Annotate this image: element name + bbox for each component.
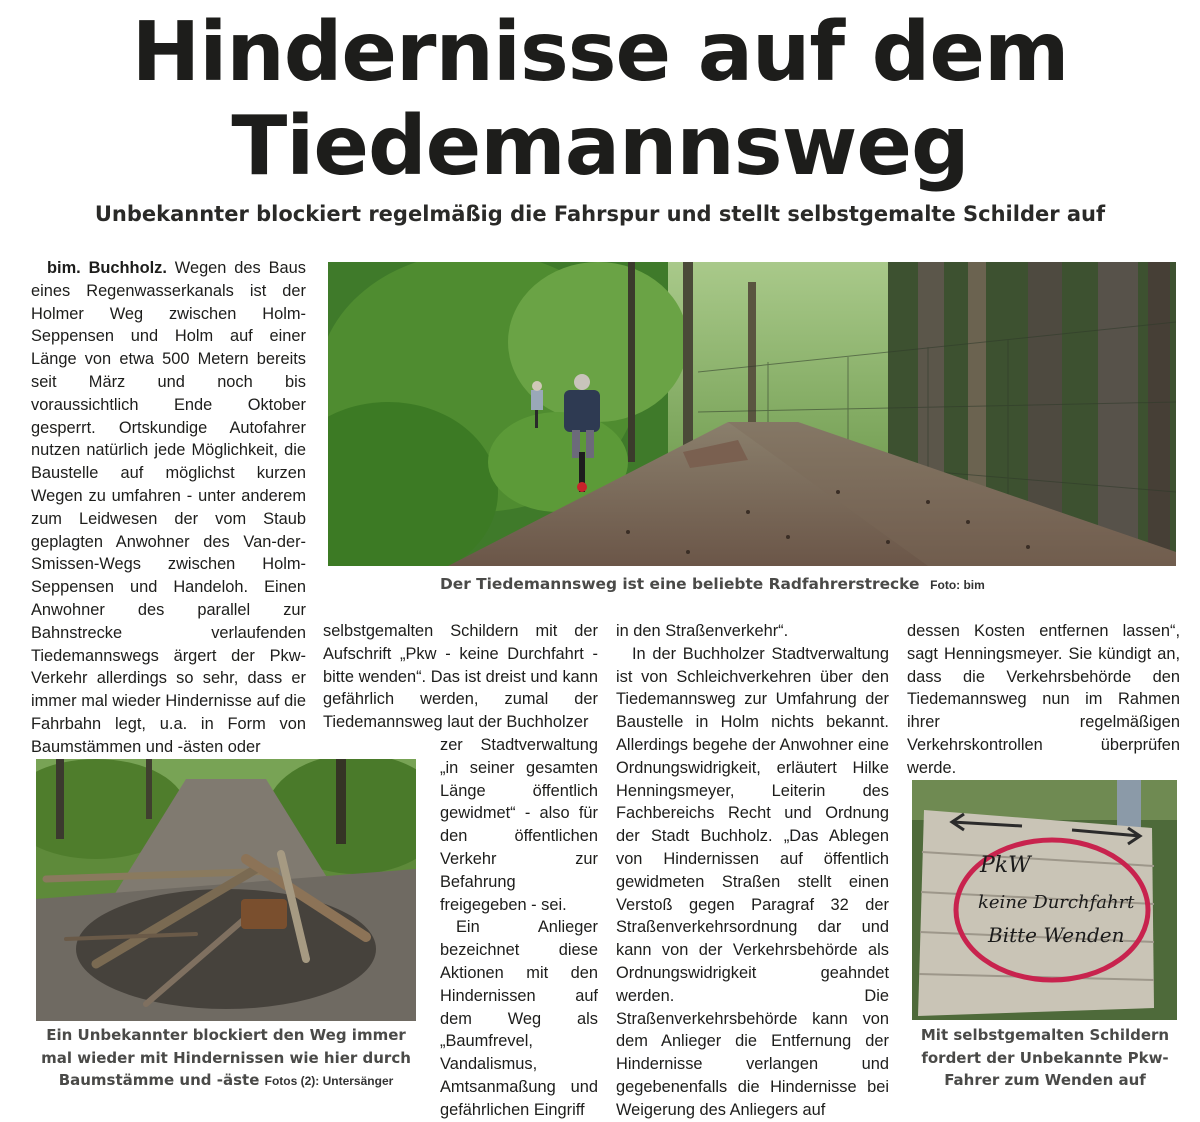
main-photo-caption-text: Der Tiedemannsweg ist eine beliebte Radfahrerstrecke: [440, 575, 920, 593]
sign-text-3: Bitte Wenden: [988, 923, 1125, 947]
column-3-text-2: In der Buchholzer Stadtverwaltung ist von Schleichverkehren über den Tiedemannsweg zur Umfahrung der Baustelle in Holm nichts bekannt. Allerdings begehe der Anwohner eine Ordnungswidrigkeit, erläutert Hilke Henningsmeyer, Leiterin des Fachbereichs Recht und Ordnung der Stadt Buchholz. „Das Ablegen von Hindernissen auf öffentlich gewidmeten Straßen stellt einen Verstoß gegen Paragraf 32 der Straßenverkehrsordnung dar und kann von der Verkehrsbehörde als Ordnungswidrigkeit geahndet werden. Die Straßenverkehrsbehörde kann von dem Anlieger die Entfernung der Hindernisse verlangen und gegebenenfalls die Hindernisse bei Weigerung des Anliegers auf: [616, 644, 889, 1119]
dateline: bim. Buchholz.: [47, 259, 167, 277]
column-1-text: Wegen des Baus eines Regenwasserkanals ist der Holmer Weg zwischen Holm-Seppensen und Holm auf einer Länge von etwa 500 Metern bereits seit März und noch bis voraussichtlich Ende Oktober gesperrt. Ortskundige Autofahrer nutzen natürlich jede Möglichkeit, die Baustelle auf möglichst kurzen Wegen zu umfahren - unter anderem zum Leidwesen der vom Staub geplagten Anwohner des Van-der-Smissen-Wegs zwischen Holm-Seppensen und Handeloh. Einen Anwohner des parallel zur Bahnstrecke verlaufenden Tiedemannswegs ärgert der Pkw-Verkehr allerdings so sehr, dass er immer mal wieder Hindernisse auf die Fahrbahn legt, u.a. in Form von Baumstämmen und -ästen oder: [31, 259, 306, 756]
main-photo-credit: Foto: bim: [930, 578, 985, 592]
article-column-2-lower: [440, 734, 598, 1122]
headline-line-1: Hindernisse auf dem: [131, 5, 1069, 100]
column-2-lower-text-1: zer Stadtverwaltung „in seiner gesamten Länge öffentlich gewidmet“ - also für den öffentlichen Verkehr zur Befahrung freigegeben - sei.: [440, 736, 598, 914]
logs-photo-caption-text: Ein Unbekannter blockiert den Weg immer mal wieder mit Hindernissen wie hier durch Baumstämme und -äste: [41, 1026, 411, 1089]
article-column-4: [907, 620, 1180, 780]
article-column-2-upper: [323, 620, 598, 734]
logs-photo: [36, 759, 416, 1021]
column-3-text-1: in den Straßenverkehr“.: [616, 622, 789, 640]
sign-text-1: PkW: [980, 853, 1031, 878]
logs-photo-credit: Fotos (2): Untersänger: [264, 1074, 394, 1088]
logs-photo-caption: [36, 1024, 416, 1093]
article-column-3: [616, 620, 889, 1122]
article-column-1: [31, 257, 306, 759]
subheadline: Unbekannter blockiert regelmäßig die Fahrspur und stellt selbstgemalte Schilder auf: [94, 202, 1106, 226]
sign-photo-caption: Mit selbstgemalten Schildern fordert der Unbekannte Pkw-Fahrer zum Wenden auf: [920, 1026, 1170, 1089]
column-2-upper-text: selbstgemalten Schildern mit der Aufschrift „Pkw - keine Durchfahrt - bitte wenden“. Das ist dreist und kann gefährlich werden, zumal der Tiedemannsweg laut der Buchholzer: [323, 622, 598, 732]
column-4-text: dessen Kosten entfernen lassen“, sagt Henningsmeyer. Sie kündigt an, dass die Verkehrsbehörde den Tiedemannsweg nun im Rahmen ihrer regelmäßigen Verkehrskontrollen überprüfen werde.: [907, 622, 1180, 777]
headline-line-2: Tiedemannsweg: [231, 99, 969, 194]
headline: [0, 6, 1200, 194]
main-photo-cyclists: [328, 262, 1176, 566]
column-2-lower-text-2: Ein Anlieger bezeichnet diese Aktionen mit den Hindernissen auf dem Weg als „Baumfrevel, Vandalismus, Amtsanmaßung und gefährlichen Eingriff: [440, 918, 598, 1119]
main-photo-caption: [440, 573, 1090, 597]
sign-photo: [912, 780, 1177, 1020]
sign-text-2: keine Durchfahrt: [978, 892, 1135, 913]
